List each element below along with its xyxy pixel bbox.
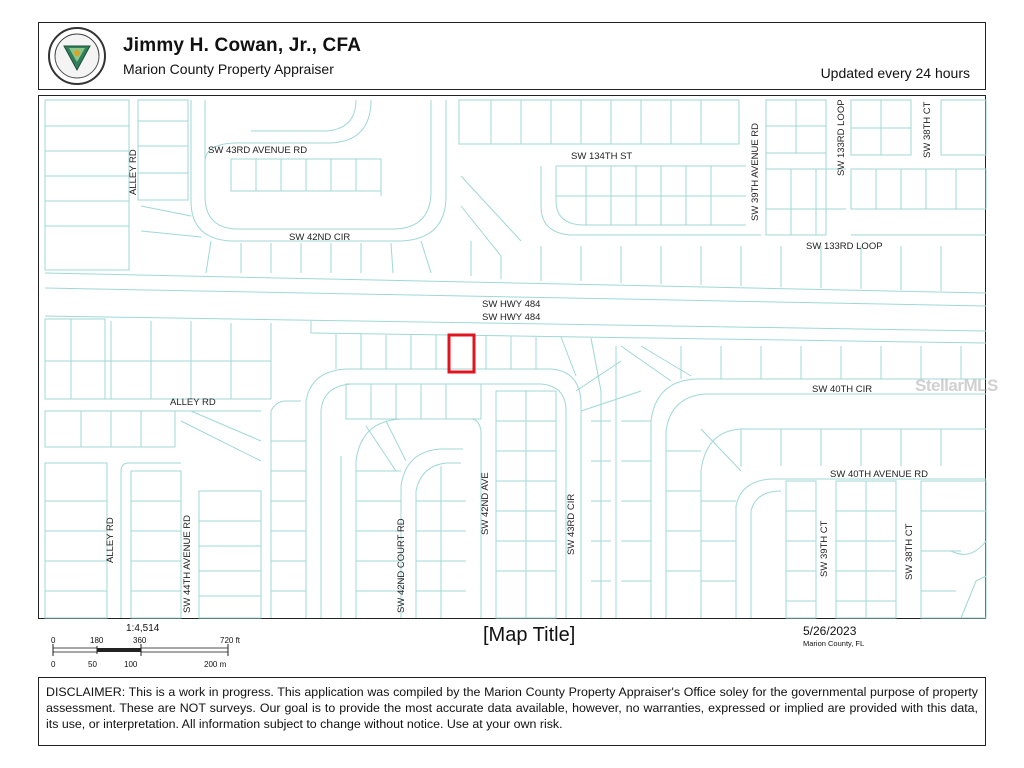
road-label-alley-rd-mid: ALLEY RD <box>170 397 216 408</box>
map-title: [Map Title] <box>483 624 576 646</box>
road-label-sw-hwy-484-a: SW HWY 484 <box>482 299 541 310</box>
app-title: Jimmy H. Cowan, Jr., CFA <box>123 35 362 56</box>
mls-watermark: StellarMLS <box>915 376 998 395</box>
subject-parcel-highlight[interactable] <box>449 335 474 372</box>
map-frame[interactable] <box>38 95 998 619</box>
scale-bar <box>48 624 258 672</box>
scale-tick-feet-180: 180 <box>90 636 104 645</box>
road-label-sw-134th-st: SW 134TH ST <box>571 151 633 162</box>
road-label-sw-133rd-loop-vertical: SW 133RD LOOP <box>836 99 847 176</box>
header <box>38 22 986 90</box>
road-label-sw-42nd-ave: SW 42ND AVE <box>480 472 491 535</box>
scale-tick-meters-200: 200 m <box>204 660 227 669</box>
map-date: 5/26/2023 <box>803 624 857 638</box>
scale-tick-feet-0: 0 <box>51 636 56 645</box>
scale-tick-meters-50: 50 <box>88 660 97 669</box>
road-label-sw-43rd-avenue-rd: SW 43RD AVENUE RD <box>208 145 308 156</box>
scale-tick-meters-0: 0 <box>51 660 56 669</box>
road-label-alley-rd-top: ALLEY RD <box>128 149 139 195</box>
road-label-sw-44th-avenue-rd: SW 44TH AVENUE RD <box>182 514 193 613</box>
scale-tick-feet-720: 720 ft <box>220 636 241 645</box>
road-label-sw-38th-ct-top: SW 38TH CT <box>922 101 933 158</box>
app-subtitle: Marion County Property Appraiser <box>123 61 334 77</box>
scale-tick-meters-100: 100 <box>124 660 138 669</box>
road-label-sw-42nd-cir: SW 42ND CIR <box>289 232 351 243</box>
road-label-sw-39th-avenue-rd: SW 39TH AVENUE RD <box>750 122 761 221</box>
parcel-map <box>39 96 987 620</box>
road-label-sw-42nd-court-rd: SW 42ND COURT RD <box>396 518 407 613</box>
road-label-sw-40th-avenue-rd: SW 40TH AVENUE RD <box>830 469 929 480</box>
road-label-sw-43rd-cir: SW 43RD CIR <box>566 493 577 555</box>
map-county: Marion County, FL <box>803 639 865 648</box>
road-label-sw-133rd-loop-horizontal: SW 133RD LOOP <box>806 241 883 252</box>
property-appraiser-seal-logo <box>47 26 107 86</box>
road-label-alley-rd-bottom: ALLEY RD <box>105 517 116 563</box>
road-label-sw-39th-ct: SW 39TH CT <box>819 520 830 577</box>
update-note: Updated every 24 hours <box>820 65 970 81</box>
disclaimer: DISCLAIMER: This is a work in progress. This application was compiled by the Marion County Property Appraiser's Office soley for the governmental purpose of property assessment. These are NOT surveys. Our goal is to provide the most accurate data available, however, no warranties, expressed or implied are provided with this data, its use, or interpretation. All information subject to change without notice. Use at your own risk. <box>38 677 986 746</box>
scale-tick-feet-360: 360 <box>133 636 147 645</box>
road-label-sw-hwy-484-b: SW HWY 484 <box>482 312 541 323</box>
road-label-sw-38th-ct-bottom: SW 38TH CT <box>904 523 915 580</box>
road-label-sw-40th-cir: SW 40TH CIR <box>812 384 873 395</box>
scale-ratio: 1:4,514 <box>126 623 160 634</box>
